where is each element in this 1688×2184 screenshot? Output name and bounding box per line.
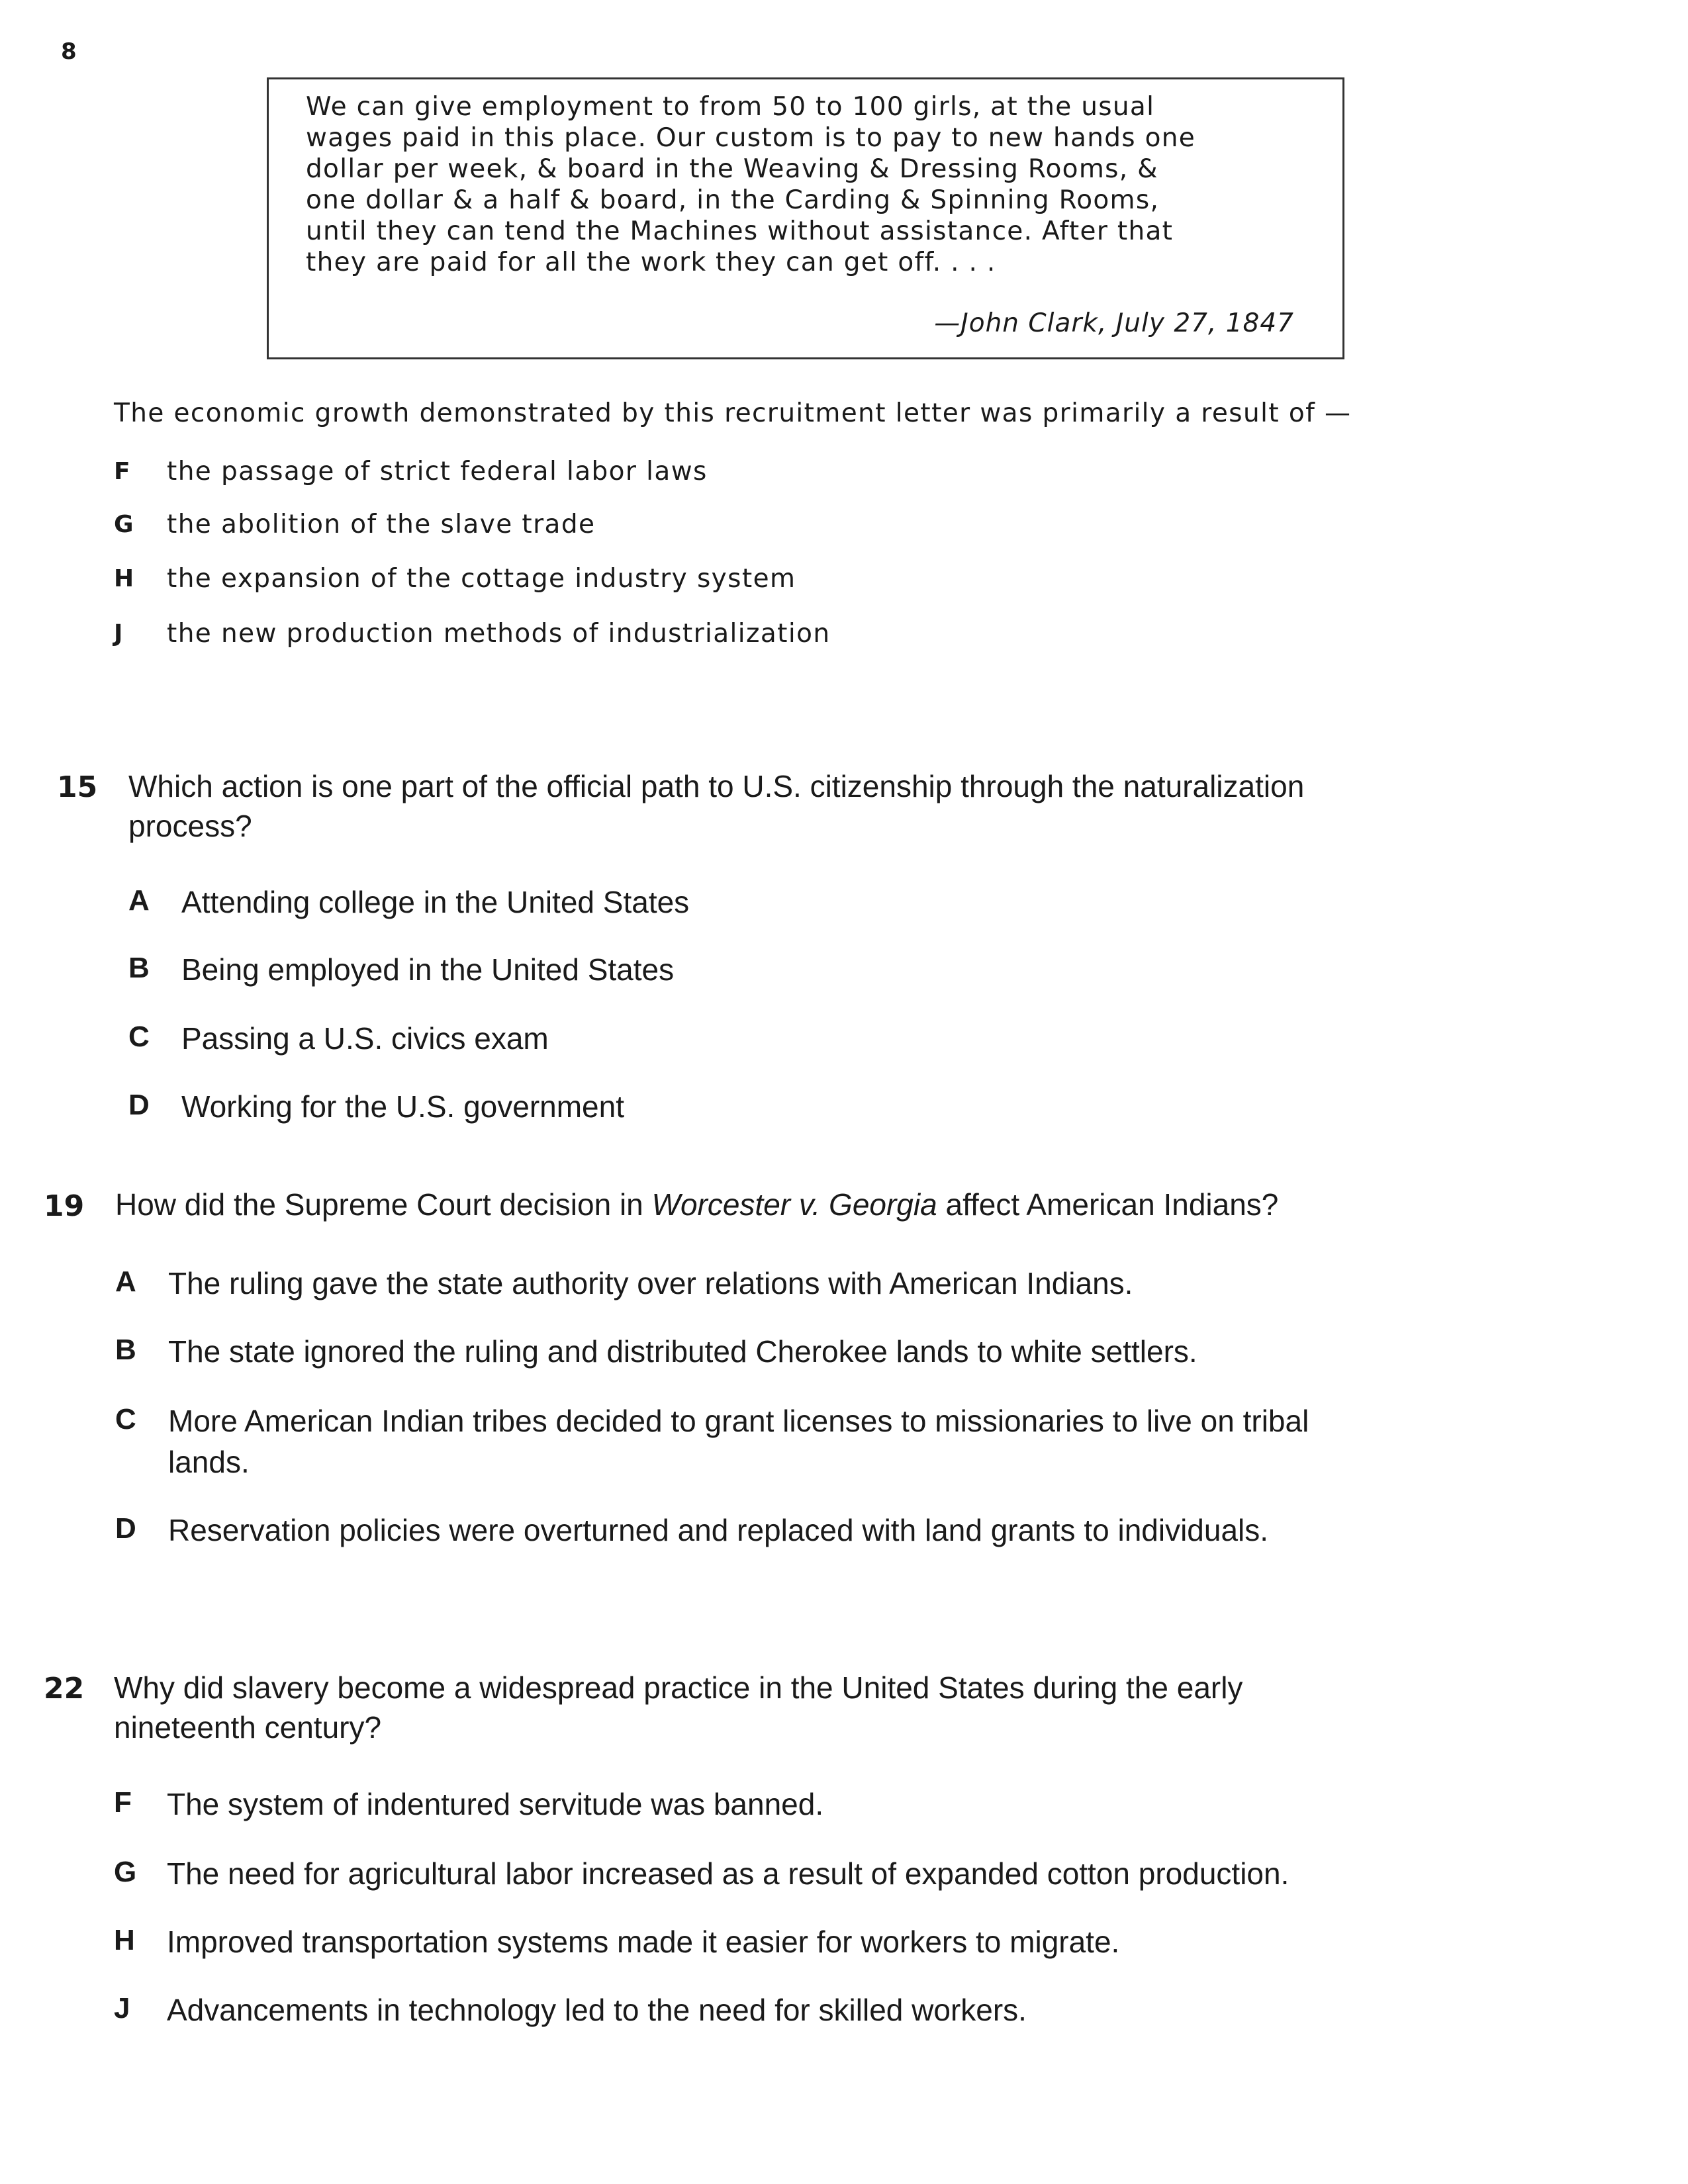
question-19-number: 19	[44, 1189, 85, 1223]
quote-line: until they can tend the Machines without assistance. After that	[306, 216, 1174, 246]
stem-text: affect American Indians?	[937, 1187, 1279, 1222]
option-text[interactable]: the abolition of the slave trade	[167, 510, 596, 539]
question-15-number: 15	[57, 770, 98, 804]
option-text[interactable]: Being employed in the United States	[181, 952, 675, 987]
option-text[interactable]: The system of indentured servitude was banned.	[167, 1787, 824, 1821]
question-22-number: 22	[44, 1672, 85, 1706]
option-text[interactable]: lands.	[168, 1445, 250, 1479]
quote-line: We can give employment to from 50 to 100 girls, at the usual	[306, 92, 1155, 122]
question-15-stem: process?	[128, 809, 252, 843]
quote-line: dollar per week, & board in the Weaving & Dressing Rooms, &	[306, 154, 1158, 184]
question-22-stem: nineteenth century?	[114, 1710, 382, 1745]
quote-attribution: —John Clark, July 27, 1847	[934, 308, 1294, 338]
question-8-number: 8	[61, 38, 77, 65]
option-letter: C	[115, 1403, 136, 1435]
option-letter: H	[114, 1924, 135, 1956]
option-text[interactable]: Reservation policies were overturned and replaced with land grants to individuals.	[168, 1513, 1269, 1547]
option-letter: C	[128, 1021, 150, 1053]
quote-line: one dollar & a half & board, in the Carding & Spinning Rooms,	[306, 185, 1160, 215]
question-22-stem: Why did slavery become a widespread practice in the United States during the early	[114, 1670, 1243, 1705]
option-text[interactable]: The state ignored the ruling and distributed Cherokee lands to white settlers.	[168, 1334, 1197, 1369]
option-letter: F	[114, 458, 130, 485]
case-name: Worcester v. Georgia	[651, 1187, 937, 1222]
option-letter: D	[115, 1512, 136, 1545]
option-letter: B	[115, 1334, 136, 1366]
option-letter: F	[114, 1786, 132, 1819]
option-letter: G	[114, 511, 134, 538]
option-text[interactable]: The need for agricultural labor increased as a result of expanded cotton production.	[167, 1856, 1289, 1891]
option-text[interactable]: More American Indian tribes decided to grant licenses to missionaries to live on tribal	[168, 1404, 1309, 1438]
option-text[interactable]: Attending college in the United States	[181, 885, 690, 919]
quote-line: they are paid for all the work they can get off. . . .	[306, 248, 996, 277]
question-19-stem	[115, 1185, 1278, 1224]
option-letter: A	[115, 1265, 136, 1298]
option-text[interactable]: Working for the U.S. government	[181, 1089, 624, 1124]
option-letter: H	[114, 565, 134, 592]
option-letter: J	[114, 1992, 130, 2025]
option-text[interactable]: the expansion of the cottage industry system	[167, 564, 796, 594]
quote-line: wages paid in this place. Our custom is to pay to new hands one	[306, 123, 1196, 153]
option-text[interactable]: Passing a U.S. civics exam	[181, 1021, 549, 1056]
option-text[interactable]: Advancements in technology led to the need for skilled workers.	[167, 1993, 1027, 2027]
option-text[interactable]: Improved transportation systems made it easier for workers to migrate.	[167, 1925, 1120, 1959]
option-letter: B	[128, 952, 150, 984]
question-15-stem: Which action is one part of the official path to U.S. citizenship through the naturalization	[128, 769, 1305, 803]
question-8-stem: The economic growth demonstrated by this recruitment letter was primarily a result of —	[114, 398, 1352, 428]
option-text[interactable]: the passage of strict federal labor laws	[167, 457, 708, 486]
stem-text: How did the Supreme Court decision in	[115, 1187, 652, 1222]
option-text[interactable]: The ruling gave the state authority over relations with American Indians.	[168, 1266, 1133, 1300]
option-letter: G	[114, 1856, 137, 1888]
option-letter: A	[128, 884, 150, 917]
option-letter: D	[128, 1089, 150, 1121]
option-text[interactable]: the new production methods of industrialization	[167, 619, 831, 649]
option-letter: J	[114, 620, 123, 647]
